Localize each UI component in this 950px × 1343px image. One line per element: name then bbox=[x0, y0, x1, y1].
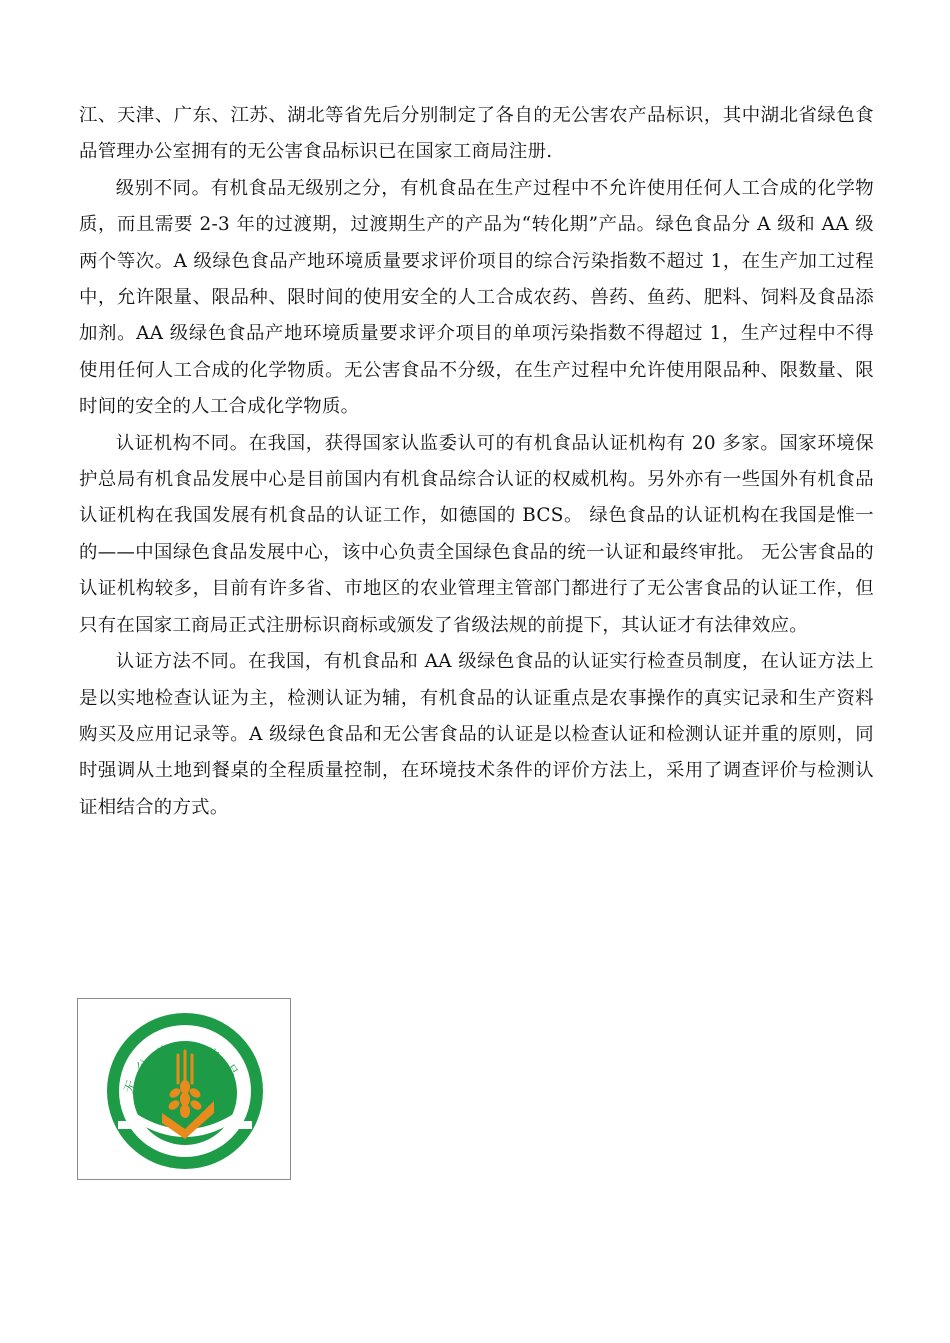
paragraph-grade-difference: 级别不同。有机食品无级别之分，有机食品在生产过程中不允许使用任何人工合成的化学物质，而且需要 2-3 年的过渡期，过渡期生产的产品为“转化期”产品。绿色食品分 A 级和 AA 级两个等次。A 级绿色食品产地环境质量要求评价项目的综合污染指数不超过 1，在生产加工过程中，允许限量、限品种、限时间的使用安全的人工合成农药、兽药、鱼药、肥料、饲料及食品添加剂。AA 级绿色食品产地环境质量要求评介项目的单项污染指数不得超过 1，生产过程中不得使用任何人工合成的化学物质。无公害食品不分级，在生产过程中允许使用限品种、限数量、限时间的安全的人工合成化学物质。 bbox=[79, 177, 874, 418]
paragraph-certification-method: 认证方法不同。在我国，有机食品和 AA 级绿色食品的认证实行检查员制度，在认证方法上是以实地检查认证为主，检测认证为辅，有机食品的认证重点是农事操作的真实记录和生产资料购买及应用记录等。A 级绿色食品和无公害食品的认证是以检查认证和检测认证并重的原则，同时强调从土地到餐桌的全程质量控制，在环境技术条件的评价方法上，采用了调查评价与检测认证相结合的方式。 bbox=[79, 651, 874, 818]
pollution-free-produce-logo bbox=[77, 998, 291, 1180]
ring-char-3: 害 bbox=[155, 1040, 182, 1062]
document-body bbox=[79, 98, 874, 826]
wheat-emblem-icon bbox=[102, 1009, 268, 1173]
ring-char-1: 无 bbox=[121, 1069, 145, 1097]
ring-char-4: 农 bbox=[180, 1040, 206, 1059]
ring-char-2: 公 bbox=[133, 1049, 161, 1077]
ring-char-5: 产 bbox=[201, 1045, 230, 1071]
paragraph-continuation: 江、天津、广东、江苏、湖北等省先后分别制定了各自的无公害农产品标识，其中湖北省绿色食品管理办公室拥有的无公害食品标识已在国家工商局注册. bbox=[79, 105, 874, 163]
paragraph-certification-body: 认证机构不同。在我国，获得国家认监委认可的有机食品认证机构有 20 多家。国家环境保护总局有机食品发展中心是目前国内有机食品综合认证的权威机构。另外亦有一些国外有机食品认证机构在我国发展有机食品的认证工作，如德国的 BCS。 绿色食品的认证机构在我国是惟一的——中国绿色食品发展中心，该中心负责全国绿色食品的统一认证和最终审批。 无公害食品的认证机构较多，目前有许多省、市地区的农业管理主管部门都进行了无公害食品的认证工作，但只有在国家工商局正式注册标识商标或颁发了省级法规的前提下，其认证才有法律效应。 bbox=[79, 432, 874, 636]
ring-char-6: 品 bbox=[220, 1061, 246, 1089]
